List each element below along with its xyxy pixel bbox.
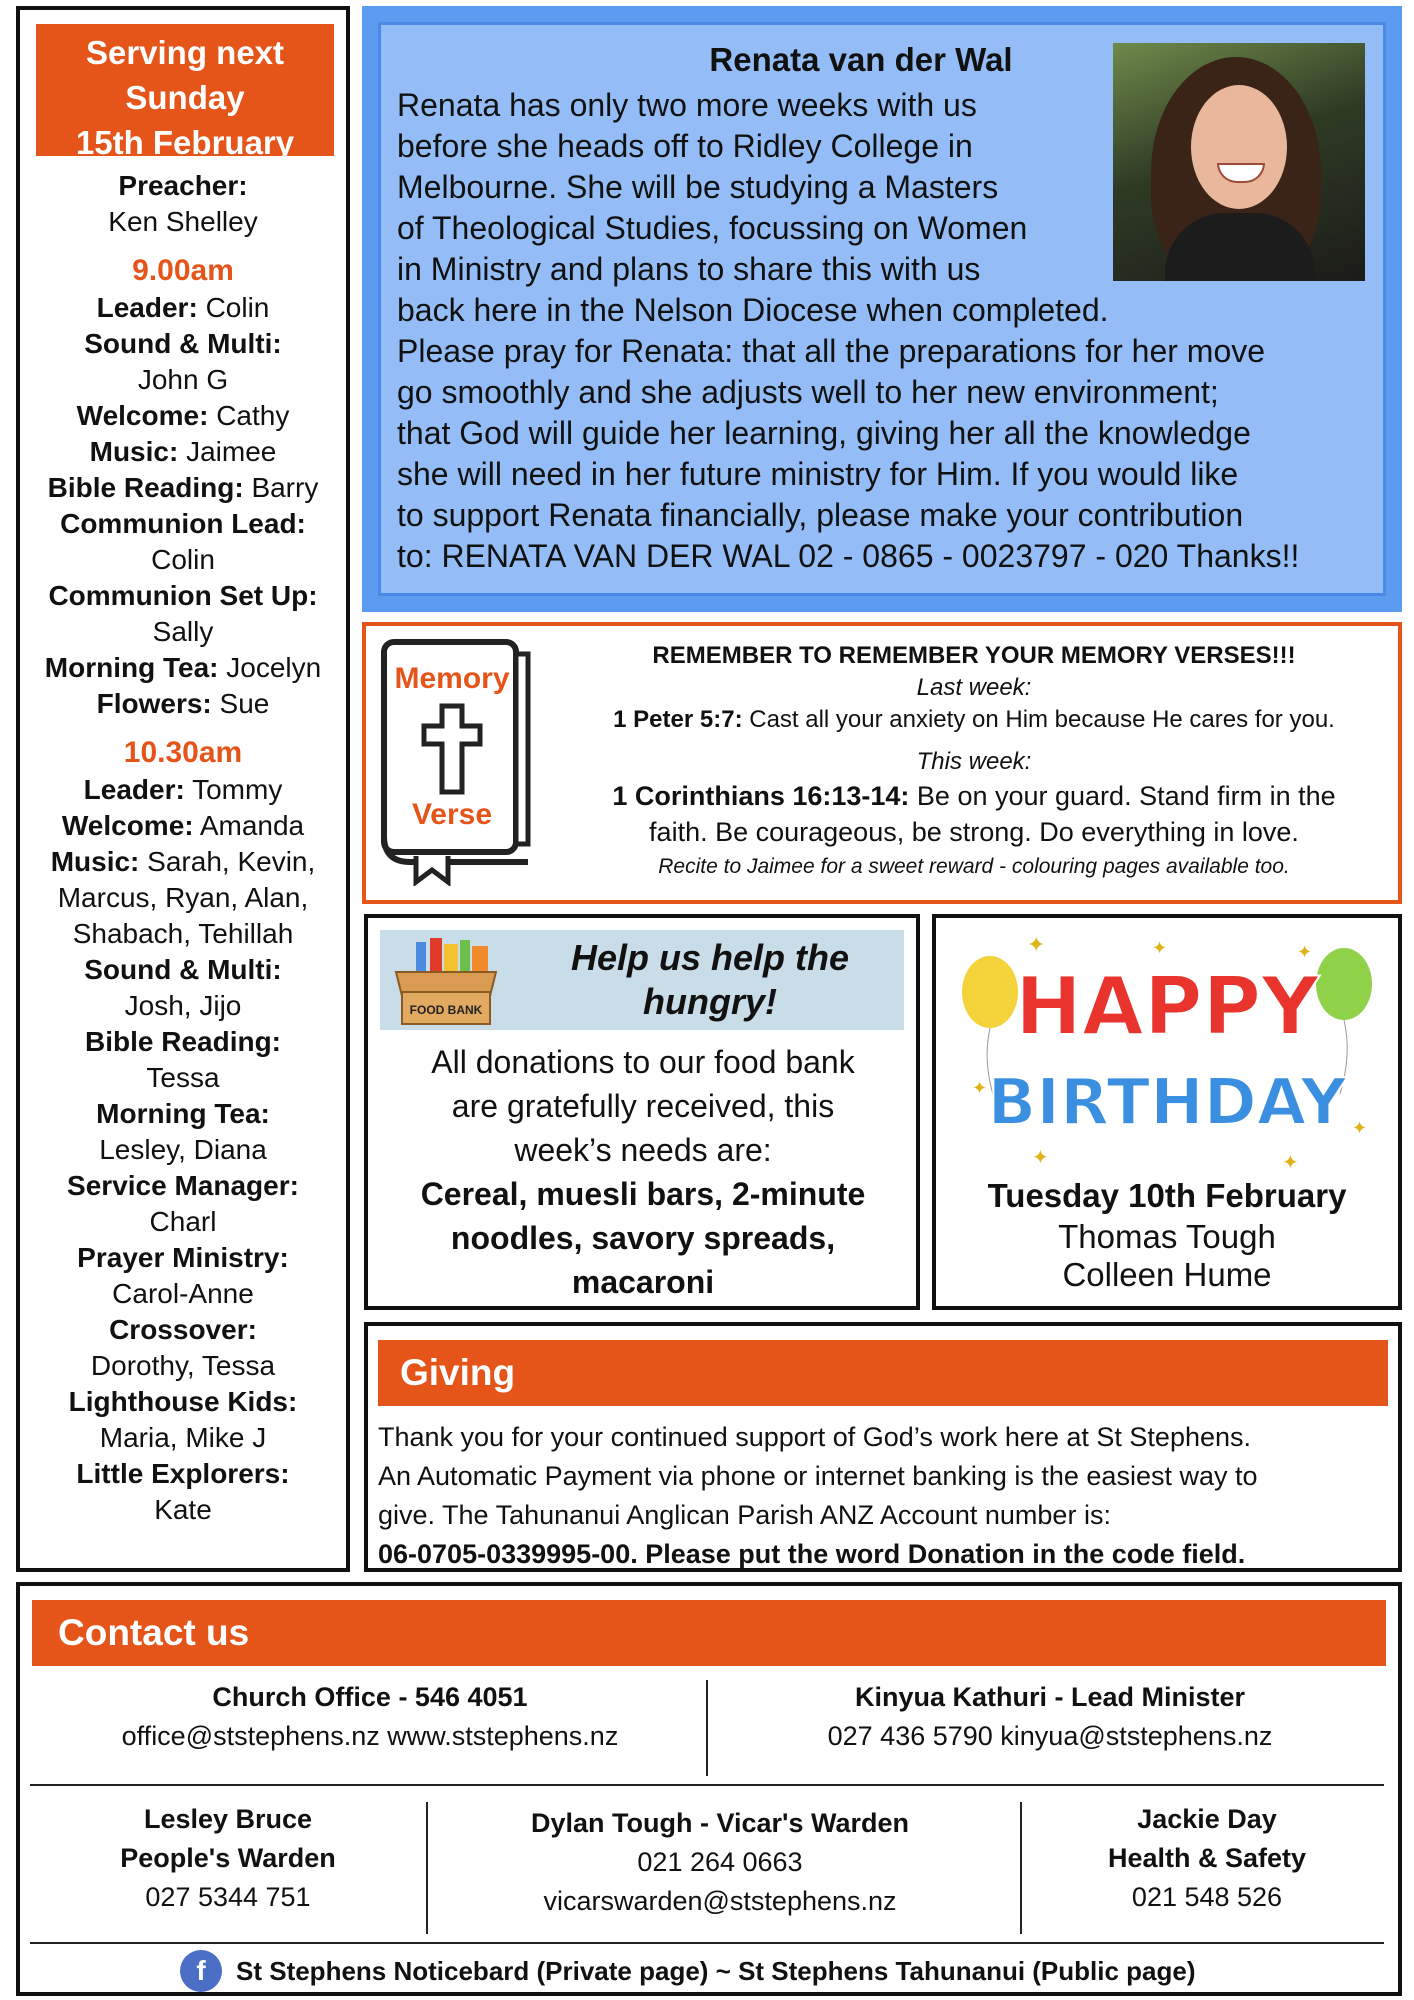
serving-header-line2: Sunday: [125, 79, 245, 116]
lead-minister-contact: [710, 1678, 1390, 1756]
role-line: [20, 398, 346, 434]
renata-card: [378, 22, 1386, 596]
this-week-text-1: Be on your guard. Stand firm in the: [909, 781, 1336, 811]
renata-body-line: she will need in her future ministry for Him. If you would like: [397, 456, 1239, 492]
service2-roles: [20, 772, 346, 1528]
role-line: [20, 880, 346, 916]
role-label: Flowers:: [96, 688, 212, 719]
svg-text:✦: ✦: [1152, 938, 1168, 958]
memory-heading: REMEMBER TO REMEMBER YOUR MEMORY VERSES!!!: [652, 642, 1296, 669]
role-label: Bible Reading:: [84, 1026, 281, 1057]
food-body-line1: All donations to our food bank: [431, 1044, 855, 1080]
memory-icon-word2: Verse: [411, 798, 493, 831]
serving-roster-panel: [16, 6, 350, 1572]
giving-text: [378, 1418, 1392, 1574]
role-label: Sound & Multi:: [84, 954, 282, 985]
memory-icon-word1: Memory: [394, 662, 510, 695]
birthday-section: [932, 914, 1402, 1310]
renata-body-line: Please pray for Renata: that all the preparations for her move: [397, 333, 1266, 369]
giving-section: [364, 1322, 1402, 1572]
church-office-detail: office@ststephens.nz www.ststephens.nz: [121, 1721, 619, 1751]
role-value: Maria, Mike J: [99, 1422, 267, 1453]
renata-body-line: Renata has only two more weeks with us: [397, 87, 977, 123]
peoples-warden-role: People's Warden: [120, 1843, 336, 1873]
role-label: Prayer Ministry:: [77, 1242, 289, 1273]
role-value: Kate: [154, 1494, 212, 1525]
food-bank-body: [378, 1040, 908, 1304]
role-value: Jocelyn: [226, 652, 322, 683]
role-label: Leader:: [96, 292, 198, 323]
food-bank-banner: [380, 930, 904, 1030]
renata-body-line: to support Renata financially, please make your contribution: [397, 497, 1244, 533]
role-label: Communion Set Up:: [48, 580, 318, 611]
renata-body-line: to: RENATA VAN DER WAL 02 - 0865 - 0023797 - 020 Thanks!!: [397, 538, 1300, 574]
role-value: Tessa: [146, 1062, 220, 1093]
role-line: [20, 808, 346, 844]
service1-time: 9.00am: [132, 254, 234, 287]
renata-body-line: of Theological Studies, focussing on Women: [397, 210, 1028, 246]
food-body-line2: are gratefully received, this: [451, 1088, 835, 1124]
food-items-line3: macaroni: [571, 1264, 715, 1300]
lead-minister-name: Kinyua Kathuri - Lead Minister: [854, 1682, 1246, 1712]
role-label: Bible Reading:: [47, 472, 244, 503]
serving-header-line1: Serving next: [85, 34, 285, 71]
lead-minister-detail: 027 436 5790 kinyua@ststephens.nz: [827, 1721, 1273, 1751]
role-value: Sally: [152, 616, 214, 647]
facebook-icon[interactable]: f: [180, 1950, 222, 1992]
service2-time: 10.30am: [123, 736, 243, 769]
role-label: Lighthouse Kids:: [68, 1386, 298, 1417]
role-label: Sound & Multi:: [84, 328, 282, 359]
roster-list: [20, 168, 346, 1528]
last-week-label: Last week:: [916, 674, 1032, 701]
svg-text:✦: ✦: [1282, 1152, 1299, 1174]
food-items-line2: noodles, savory spreads,: [450, 1220, 836, 1256]
food-bank-box-icon: [386, 936, 506, 1026]
divider: [30, 1784, 1384, 1786]
food-body-line3: week’s needs are:: [514, 1132, 772, 1168]
food-bank-icon-label: FOOD BANK: [409, 1003, 483, 1017]
role-value: Charl: [149, 1206, 217, 1237]
role-label: Crossover:: [109, 1314, 257, 1345]
role-value: Colin: [205, 292, 270, 323]
food-title-line2: hungry!: [643, 981, 777, 1022]
role-line: [20, 772, 346, 808]
happy-word: HAPPY: [1014, 960, 1320, 1053]
renata-body-line: back here in the Nelson Diocese when completed.: [397, 292, 1109, 328]
peoples-warden-phone: 027 5344 751: [145, 1882, 311, 1912]
giving-header: Giving: [378, 1340, 1388, 1406]
divider: [30, 1942, 1384, 1944]
memory-text: [556, 640, 1392, 884]
giving-account: 06-0705-0339995-00. Please put the word Donation in the code field.: [378, 1539, 1246, 1569]
divider: [1020, 1802, 1022, 1934]
last-week-ref: 1 Peter 5:7:: [613, 706, 743, 733]
this-week-ref: 1 Corinthians 16:13-14:: [612, 781, 910, 811]
this-week-text-2: faith. Be courageous, be strong. Do everything in love.: [649, 817, 1299, 847]
role-value: Jaimee: [186, 436, 277, 467]
memory-verse-book-icon: [376, 636, 536, 886]
renata-title: Renata van der Wal: [709, 41, 1013, 78]
role-value: Amanda: [199, 810, 305, 841]
role-label: Welcome:: [76, 400, 209, 431]
health-safety-role: Health & Safety: [1107, 1843, 1307, 1873]
health-safety-phone: 021 548 526: [1131, 1882, 1283, 1912]
renata-feature: [362, 6, 1402, 612]
food-bank-section: [364, 914, 920, 1310]
food-bank-title: [540, 936, 880, 1024]
svg-text:✦: ✦: [1032, 1147, 1049, 1169]
preacher-name: Ken Shelley: [108, 206, 258, 237]
renata-body-line: Melbourne. She will be studying a Masters: [397, 169, 999, 205]
divider: [706, 1680, 708, 1776]
svg-text:✦: ✦: [1352, 1118, 1368, 1138]
role-value: Sue: [219, 688, 270, 719]
role-label: Music:: [89, 436, 179, 467]
vicars-warden-phone: 021 264 0663: [637, 1847, 803, 1877]
memory-verse-section: [362, 622, 1402, 904]
service1-roles: [20, 290, 346, 722]
giving-line1: Thank you for your continued support of God’s work here at St Stephens.: [378, 1422, 1252, 1452]
role-line: [20, 844, 346, 880]
role-line: [20, 290, 346, 326]
role-value: Sarah, Kevin,: [147, 846, 316, 877]
role-value: Barry: [251, 472, 319, 503]
role-value: Marcus, Ryan, Alan,: [57, 882, 309, 913]
contact-header: Contact us: [32, 1600, 1386, 1666]
role-value: Cathy: [216, 400, 290, 431]
birthday-names: [936, 1218, 1398, 1294]
birthday-name: Thomas Tough: [1058, 1218, 1276, 1255]
facebook-row: [180, 1948, 1196, 1994]
role-line: [20, 470, 346, 506]
giving-line3: give. The Tahunanui Anglican Parish ANZ Account number is:: [378, 1500, 1111, 1530]
role-label: Music:: [50, 846, 140, 877]
role-value: Tommy: [192, 774, 283, 805]
last-week-verse: [556, 704, 1392, 736]
role-label: Morning Tea:: [44, 652, 219, 683]
renata-body-line: that God will guide her learning, giving her all the knowledge: [397, 415, 1251, 451]
facebook-pages-text: St Stephens Noticebard (Private page) ~ St Stephens Tahunanui (Public page): [236, 1955, 1196, 1986]
birthday-date: Tuesday 10th February: [987, 1177, 1347, 1214]
role-value: Dorothy, Tessa: [90, 1350, 276, 1381]
giving-line2: An Automatic Payment via phone or internet banking is the easiest way to: [378, 1461, 1258, 1491]
health-safety-contact: [1024, 1800, 1390, 1917]
preacher-label: Preacher:: [118, 170, 248, 201]
renata-body-line: in Ministry and plans to share this with us: [397, 251, 981, 287]
food-items-line1: Cereal, muesli bars, 2-minute: [420, 1176, 866, 1212]
birthday-word: BIRTHDAY: [987, 1066, 1347, 1140]
serving-header-line3: 15th February: [75, 124, 295, 161]
renata-body: [397, 85, 1377, 577]
svg-text:✦: ✦: [1027, 934, 1046, 957]
role-value: Carol-Anne: [112, 1278, 254, 1309]
happy-birthday-balloons-graphic: [952, 934, 1382, 1174]
role-line: [20, 916, 346, 952]
vicars-warden-email: vicarswarden@ststephens.nz: [543, 1886, 897, 1916]
role-line: [20, 650, 346, 686]
last-week-text: Cast all your anxiety on Him because He cares for you.: [742, 706, 1335, 733]
peoples-warden-name: Lesley Bruce: [143, 1804, 313, 1834]
role-label: Welcome:: [61, 810, 194, 841]
this-week-verse: [556, 778, 1392, 814]
serving-header: [36, 24, 334, 161]
role-line: [20, 686, 346, 722]
church-office-name: Church Office - 546 4051: [212, 1682, 528, 1712]
role-label: Service Manager:: [67, 1170, 299, 1201]
vicars-warden-contact: [430, 1804, 1010, 1921]
church-office-contact: [30, 1678, 710, 1756]
svg-text:✦: ✦: [1297, 942, 1313, 962]
role-value: Shabach, Tehillah: [72, 918, 294, 949]
role-value: Colin: [151, 544, 215, 575]
renata-body-line: go smoothly and she adjusts well to her new environment;: [397, 374, 1219, 410]
vicars-warden-name: Dylan Tough - Vicar's Warden: [531, 1808, 909, 1838]
role-value: Josh, Jijo: [124, 990, 242, 1021]
role-line: [20, 434, 346, 470]
role-label: Morning Tea:: [96, 1098, 270, 1129]
this-week-label: This week:: [916, 748, 1032, 775]
contact-section: [16, 1582, 1402, 1996]
food-needs-list: [378, 1172, 908, 1304]
svg-text:✦: ✦: [972, 1078, 988, 1098]
food-title-line1: Help us help the: [570, 937, 850, 978]
role-label: Little Explorers:: [76, 1458, 290, 1489]
birthday-name: Colleen Hume: [1062, 1256, 1272, 1293]
divider: [426, 1802, 428, 1934]
renata-body-line: before she heads off to Ridley College in: [397, 128, 973, 164]
role-label: Communion Lead:: [60, 508, 306, 539]
memory-note: Recite to Jaimee for a sweet reward - colouring pages available too.: [658, 855, 1290, 878]
role-value: Lesley, Diana: [99, 1134, 267, 1165]
role-label: Leader:: [83, 774, 185, 805]
health-safety-name: Jackie Day: [1137, 1804, 1277, 1834]
peoples-warden-contact: [30, 1800, 426, 1917]
role-value: John G: [137, 364, 229, 395]
